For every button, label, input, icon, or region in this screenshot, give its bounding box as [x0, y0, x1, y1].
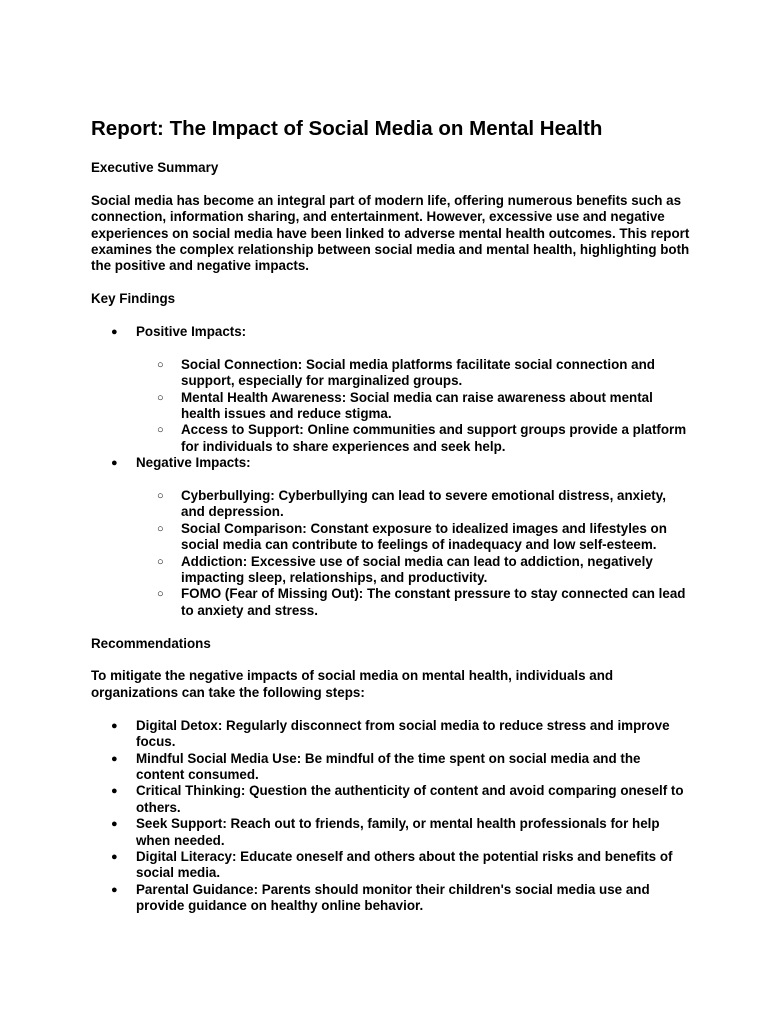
list-item: ○ FOMO (Fear of Missing Out): The constant pressure to stay connected can lead to anxiety and stress.: [157, 586, 686, 618]
list-item: ● Digital Literacy: Educate oneself and others about the potential risks and benefits of social media.: [111, 848, 673, 881]
positive-impacts-list: [136, 357, 691, 455]
list-item: ● Parental Guidance: Parents should monitor their children's social media use and provide guidance on healthy online behavior.: [111, 881, 650, 914]
list-item: ○ Access to Support: Online communities and support groups provide a platform for individuals to share experiences and seek help.: [157, 422, 687, 454]
key-findings-list: [91, 324, 691, 619]
recommendations-intro: To mitigate the negative impacts of social media on mental health, individuals and organizations can take the following steps:: [91, 668, 614, 700]
bullet-icon: ●: [111, 818, 118, 831]
recommendations-heading: Recommendations: [91, 635, 211, 651]
bullet-icon: ●: [111, 883, 118, 896]
report-title: Report: The Impact of Social Media on Mental Health: [91, 117, 603, 140]
bullet-icon: ●: [111, 457, 118, 470]
list-item: ○ Social Comparison: Constant exposure to idealized images and lifestyles on social media can contribute to feelings of inadequacy and low self-esteem.: [157, 520, 667, 553]
bullet-icon: ●: [111, 850, 118, 863]
list-item: ○ Cyberbullying: Cyberbullying can lead to severe emotional distress, anxiety, and depression.: [157, 488, 666, 520]
list-item: ● Mindful Social Media Use: Be mindful of the time spent on social media and the content consumed.: [111, 750, 641, 782]
negative-impacts-list: [136, 488, 691, 619]
list-item: ○ Social Connection: Social media platforms facilitate social connection and support, especially for marginalized groups.: [157, 356, 655, 389]
circle-bullet-icon: ○: [157, 555, 164, 568]
list-item: ● Seek Support: Reach out to friends, family, or mental health professionals for help when needed.: [111, 816, 660, 848]
negative-impacts-item: [91, 455, 691, 619]
list-item: ● Digital Detox: Regularly disconnect from social media to reduce stress and improve focus.: [111, 717, 670, 750]
executive-summary-heading: Executive Summary: [91, 160, 219, 175]
bullet-icon: ●: [111, 785, 118, 798]
list-item: ○ Addiction: Excessive use of social media can lead to addiction, negatively impacting sleep, relationships, and productivity.: [157, 553, 653, 586]
circle-bullet-icon: ○: [157, 424, 164, 437]
circle-bullet-icon: ○: [157, 490, 164, 503]
list-item: ○ Mental Health Awareness: Social media can raise awareness about mental health issues and reduce stigma.: [157, 389, 653, 422]
positive-impacts-label: Positive Impacts:: [136, 324, 247, 340]
bullet-icon: ●: [111, 719, 118, 732]
document-page: [91, 114, 691, 915]
bullet-icon: ●: [111, 752, 118, 765]
circle-bullet-icon: ○: [157, 522, 164, 535]
recommendations-list: [91, 718, 691, 915]
bullet-icon: ●: [111, 326, 118, 339]
circle-bullet-icon: ○: [157, 588, 164, 601]
list-item: ● Critical Thinking: Question the authenticity of content and avoid comparing oneself to others.: [111, 783, 684, 815]
key-findings-heading: Key Findings: [91, 291, 176, 307]
positive-impacts-item: [91, 324, 691, 455]
circle-bullet-icon: ○: [157, 358, 164, 371]
executive-summary-text: Social media has become an integral part of modern life, offering numerous benefits such as connection, information sharing, and entertainment. However, excessive use and negative experiences on social media have been linked to adverse mental health outcomes. This report examines the complex relationship between social media and mental health, highlighting both the positive and negative impacts.: [91, 192, 690, 274]
circle-bullet-icon: ○: [157, 391, 164, 404]
negative-impacts-label: Negative Impacts:: [136, 455, 251, 471]
